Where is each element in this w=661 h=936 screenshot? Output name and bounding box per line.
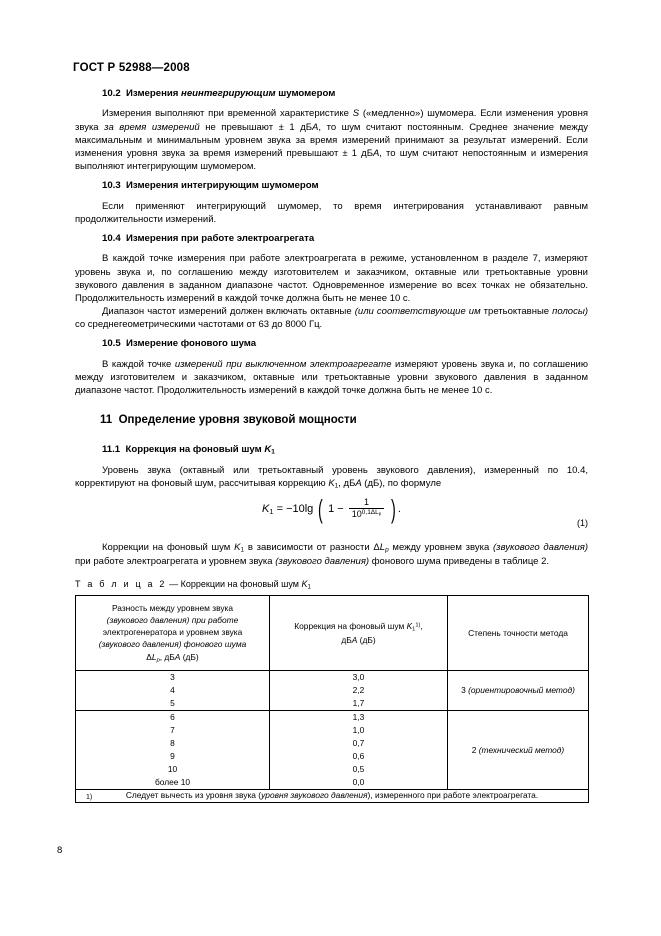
section-heading-10-2: [75, 88, 588, 101]
formula-denominator-exp-sub: p: [378, 511, 382, 517]
formula-operator: =: [276, 503, 284, 515]
header-col1-line-4: $\Delta L_p$, дБА (дБ): [146, 651, 199, 663]
table-footnote: [76, 790, 589, 803]
section-title-10-2-italic: неинтегрирующим: [181, 88, 276, 99]
header-col2-symbol: K: [406, 621, 413, 632]
section-title-10-3: Измерения интегрирующим шумомером: [126, 180, 319, 192]
group-1-diff-4: 10: [167, 764, 178, 775]
corrections-table: [75, 595, 589, 803]
header-col1-line-2: электрогенератора и уровнем звука: [102, 627, 243, 638]
group-0-diff-0: 3: [170, 672, 175, 683]
section-title-11-1: Коррекция на фоновый шум: [125, 444, 265, 456]
footnote-text-2: ), измеренного при работе электроагрегата.: [367, 790, 539, 801]
formula-inner-lead: 1 −: [328, 503, 344, 515]
group-1-corrections: [270, 711, 448, 790]
table-header-col2: [270, 596, 448, 671]
formula-fraction-denominator: [349, 508, 384, 521]
table-caption-label: Т а б л и ц а 2: [75, 578, 167, 589]
formula-denominator-exp: 0,1ΔL: [361, 509, 379, 517]
group-0-accuracy: [448, 671, 589, 711]
section-heading-10-3: [75, 180, 588, 193]
group-1-differences: [76, 711, 270, 790]
table-footnote-row: [76, 790, 589, 803]
header-col2-text: Коррекция на фоновый шум: [294, 621, 407, 632]
table-row: [76, 671, 589, 711]
group-1-diff-3: 9: [170, 751, 175, 762]
group-0-corr-1: 2,2: [352, 685, 365, 696]
formula-paren-close: ): [391, 493, 396, 524]
group-1-corr-5: 0,0: [352, 777, 365, 788]
table-caption-symbol: K: [301, 578, 308, 589]
formula-fraction: [349, 498, 384, 521]
group-1-diff-1: 7: [170, 725, 175, 736]
section-number-10-3: 10.3: [102, 180, 121, 192]
group-0-diff-1: 4: [170, 685, 175, 696]
group-1-accuracy-name: (технический метод): [478, 744, 565, 755]
group-1-diff-2: 8: [170, 738, 175, 749]
group-0-accuracy-name: (ориентировочный метод): [468, 685, 575, 696]
formula-expression: [75, 493, 588, 524]
formula-lhs-sub: 1: [269, 506, 274, 516]
header-col2-line-2: дБА (дБ): [341, 634, 376, 645]
table-caption-dash: —: [166, 578, 181, 589]
table-row: [76, 711, 589, 790]
section-number-11-1: 11.1: [102, 444, 121, 456]
footnote-text-italic: уровня звукового давления: [261, 790, 368, 801]
section-title-11-1-symbol: K: [264, 444, 272, 456]
table-caption: [75, 579, 588, 591]
document-body: [75, 88, 588, 803]
section-title-11-1-symbol-sub: 1: [271, 448, 275, 456]
group-0-diff-2: 5: [170, 698, 175, 709]
group-0-corrections: [270, 671, 448, 711]
paragraph-10-4-1: В каждой точке измерения при работе электроагрегата в режиме, установленном в разделе 7, измеряют уровень звука и, по соглашению между изготовителем и заказчиком, октавные или третьоктавные уровни звукового давления в заданном диапазоне частот. Одновременное измерение во всех точках не обязательно. Продолжительность измерений в каждой точке должна быть не менее 10 с.: [75, 253, 588, 304]
header-col1-line-1: (звукового давления) при работе: [106, 615, 239, 625]
group-0-corr-0: 3,0: [352, 672, 365, 683]
formula-paren-open: (: [318, 493, 324, 524]
formula-lhs: K: [262, 503, 270, 515]
paragraph-11-1-1: Уровень звука (октавный или третьоктавный уровень звукового давления), измеренный по 10.4, корректируют на фоновый шум, рассчитывая коррекцию $K_1$, дБА (дБ), по формуле: [75, 465, 588, 490]
chapter-title-11: Определение уровня звуковой мощности: [118, 414, 357, 427]
paragraph-10-5-1: В каждой точке измерений при выключенном электроагрегате измеряют уровень звука и, по соглашению между изготовителем и заказчиком, октавные или третьоктавные уровни звукового давления в заданном диапазоне частот. Продолжительность измерений в каждой точке должна быть не менее 10 с.: [75, 358, 588, 397]
table-caption-symbol-sub: 1: [307, 583, 311, 591]
table-header-col3: Степень точности метода: [448, 596, 589, 671]
page-number: 8: [57, 845, 63, 856]
formula-rhs-prefix: −10lg: [286, 503, 314, 515]
table-header-row: [76, 596, 589, 671]
formula-denominator-base: 10: [351, 509, 362, 520]
header-col1-line-0: Разность между уровнем звука: [111, 602, 234, 613]
footnote-marker: 1): [86, 794, 93, 802]
table-header-col1: [76, 596, 270, 671]
chapter-number-11: 11: [100, 414, 113, 427]
document-header: ГОСТ Р 52988—2008: [73, 62, 190, 74]
section-title-10-2-plain-1: Измерения: [126, 88, 182, 99]
section-heading-10-4: [75, 233, 588, 246]
group-1-corr-3: 0,6: [352, 751, 365, 762]
section-number-10-2: 10.2: [102, 88, 121, 99]
group-1-corr-1: 1,0: [352, 725, 365, 736]
group-0-corr-2: 1,7: [352, 698, 365, 709]
table-caption-text: Коррекции на фоновый шум: [180, 578, 302, 589]
section-heading-11-1: [75, 444, 588, 457]
group-1-corr-0: 1,3: [352, 712, 365, 723]
header-col2-comma: ,: [420, 621, 423, 632]
section-title-10-5: Измерение фонового шума: [126, 338, 257, 350]
formula-trailing: .: [397, 503, 401, 515]
paragraph-10-2-1: Измерения выполняют при временной характеристике S («медленно») шумомера. Если изменения уровня звука за время измерений не превышают ± 1 дБА, то шум считают постоянным. Среднее значение между максимальным и минимальным уровнем звука за время измерений принимают за результат измерений. Если изменения уровня звука за время измерений превышают ± 1 дБА, то шум считают непостоянным и измерения выполняют интегрирующим шумомером.: [75, 108, 588, 173]
header-col2-symbol-sub: 1: [412, 626, 416, 633]
group-0-differences: [76, 671, 270, 711]
group-0-accuracy-number: 3: [461, 685, 466, 696]
formula-fraction-numerator: 1: [363, 496, 369, 507]
header-col1-line-3: (звукового давления) фонового шума: [98, 639, 247, 650]
group-1-diff-0: 6: [170, 712, 175, 723]
section-title-10-4: Измерения при работе электроагрегата: [126, 232, 315, 244]
paragraph-10-4-2: Диапазон частот измерений должен включать октавные (или соответствующие им третьоктавные полосы) со среднегеометрическими частотами от 63 до 8000 Гц.: [75, 306, 588, 331]
group-1-diff-5: более 10: [154, 777, 191, 788]
group-1-corr-2: 0,7: [352, 738, 365, 749]
formula-block: [75, 492, 588, 536]
paragraph-10-3-1: Если применяют интегрирующий шумомер, то время интегрирования устанавливают равным продолжительности измерений.: [75, 200, 588, 225]
formula-number: (1): [577, 517, 588, 528]
header-col2-footnote-ref: 1): [415, 622, 421, 629]
group-1-accuracy: [448, 711, 589, 790]
group-1-corr-4: 0,5: [352, 764, 365, 775]
paragraph-11-1-2: Коррекции на фоновый шум $K_1$ в зависимости от разности $\Delta L_p$ между уровнем звука (звукового давления) при работе электроагрегата и уровнем звука (звукового давления) фонового шума приведены в таблице 2.: [75, 541, 588, 568]
footnote-text-1: Следует вычесть из уровня звука (: [125, 790, 262, 801]
section-number-10-4: 10.4: [102, 232, 121, 244]
section-title-10-2-plain-2: шумомером: [275, 88, 336, 99]
chapter-heading-11: [75, 413, 588, 428]
group-1-accuracy-number: 2: [471, 744, 477, 755]
section-number-10-5: 10.5: [102, 338, 121, 350]
section-heading-10-5: [75, 338, 588, 351]
